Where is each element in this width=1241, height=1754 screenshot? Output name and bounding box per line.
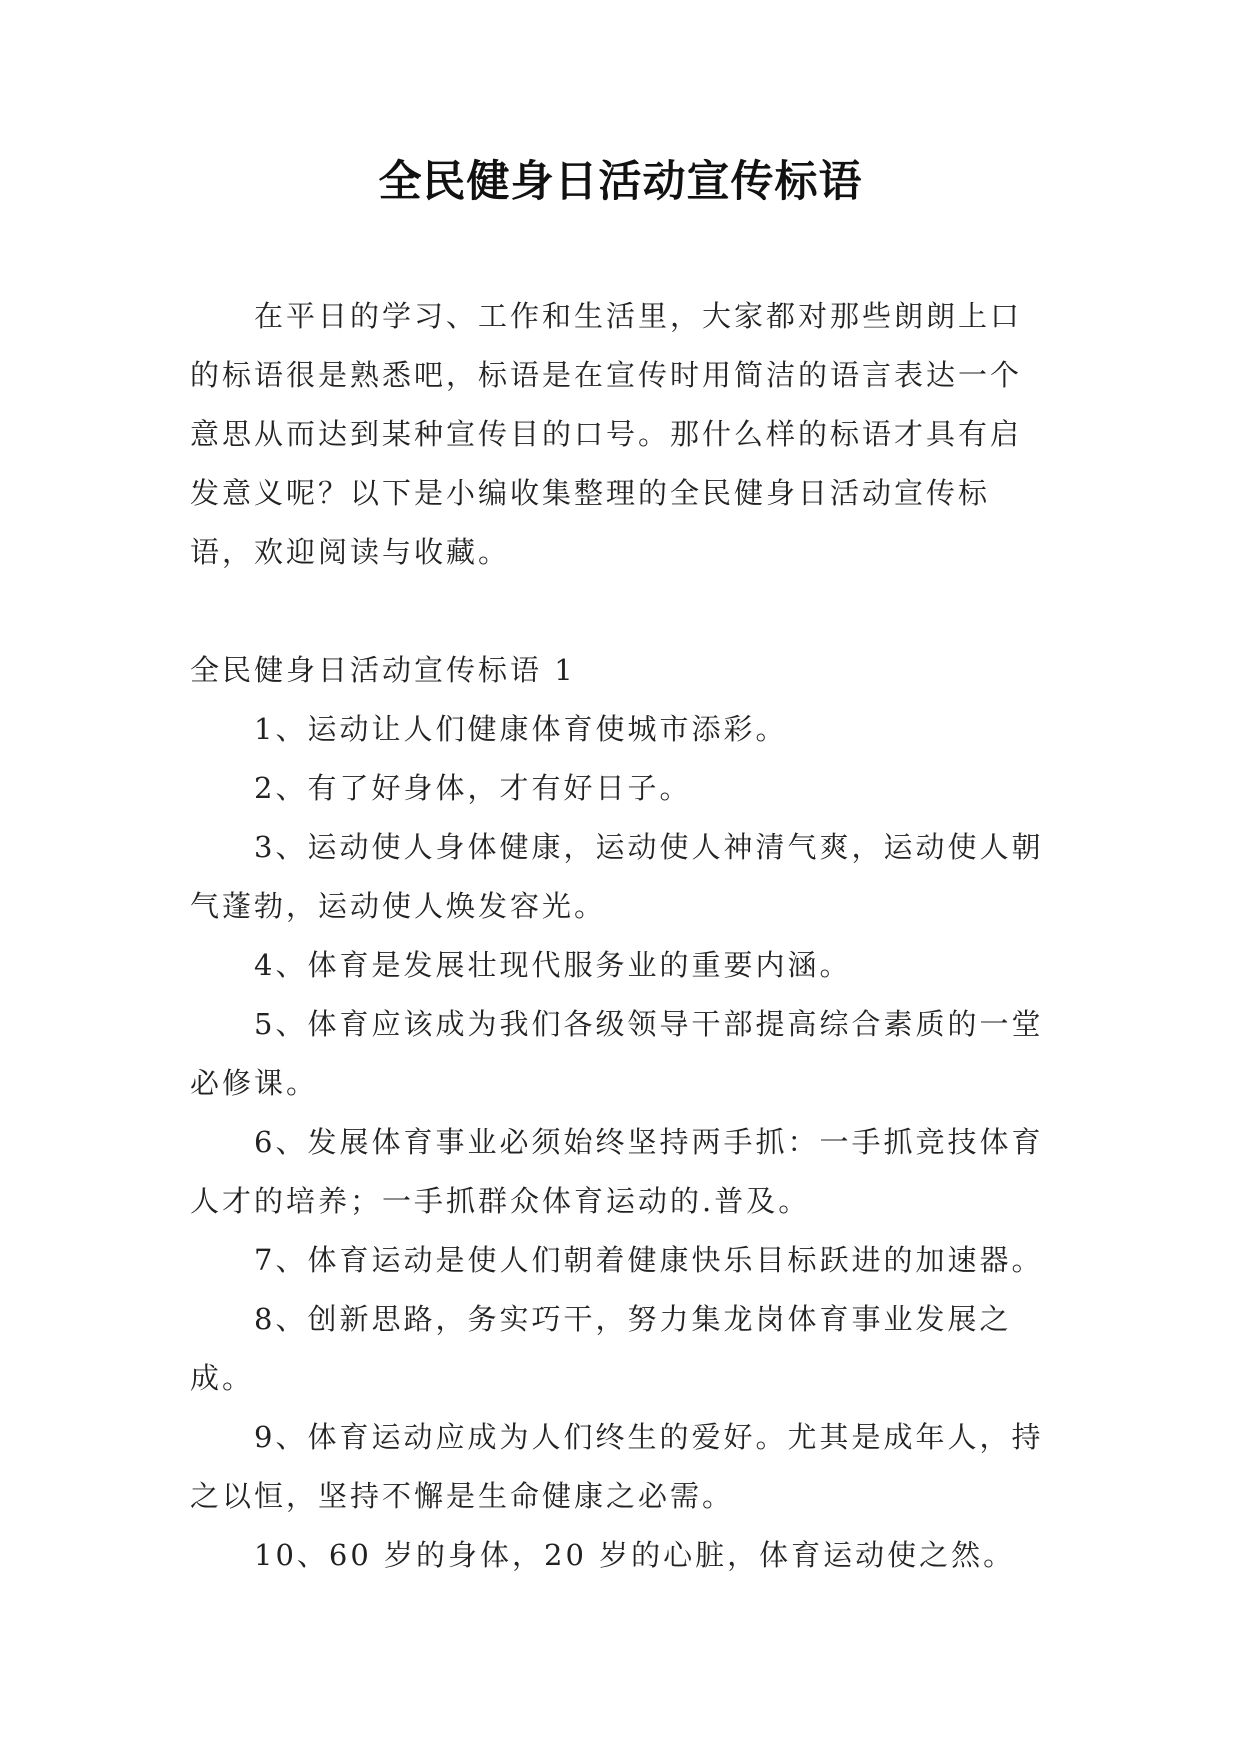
slogan-item-6: 6、发展体育事业必须始终坚持两手抓：一手抓竞技体育人才的培养；一手抓群众体育运动的.普及。 [190,1125,1044,1218]
slogan-item-3: 3、运动使人身体健康，运动使人神清气爽，运动使人朝气蓬勃，运动使人焕发容光。 [190,830,1044,923]
document-title: 全民健身日活动宣传标语 [378,157,863,207]
slogan-item-5: 5、体育应该成为我们各级领导干部提高综合素质的一堂必修课。 [190,1007,1044,1100]
slogan-item-1: 1、运动让人们健康体育使城市添彩。 [254,712,788,746]
slogan-item-8: 8、创新思路，务实巧干，努力集龙岗体育事业发展之成。 [190,1302,1012,1395]
intro-paragraph: 在平日的学习、工作和生活里，大家都对那些朗朗上口的标语很是熟悉吧，标语是在宣传时用简洁的语言表达一个意思从而达到某种宣传目的口号。那什么样的标语才具有启发意义呢？以下是小编收集整理的全民健身日活动宣传标语，欢迎阅读与收藏。 [190,299,1023,569]
section-heading: 全民健身日活动宣传标语 1 [190,653,576,687]
slogan-item-9: 9、体育运动应成为人们终生的爱好。尤其是成年人，持之以恒，坚持不懈是生命健康之必需。 [190,1420,1044,1513]
slogan-item-2: 2、有了好身体，才有好日子。 [254,771,692,805]
document-body [190,287,1050,1585]
slogan-item-4: 4、体育是发展壮现代服务业的重要内涵。 [254,948,852,982]
slogan-item-7: 7、体育运动是使人们朝着健康快乐目标跃进的加速器。 [254,1243,1044,1277]
slogan-item-10: 10、60 岁的身体，20 岁的心脏，体育运动使之然。 [254,1538,1016,1572]
